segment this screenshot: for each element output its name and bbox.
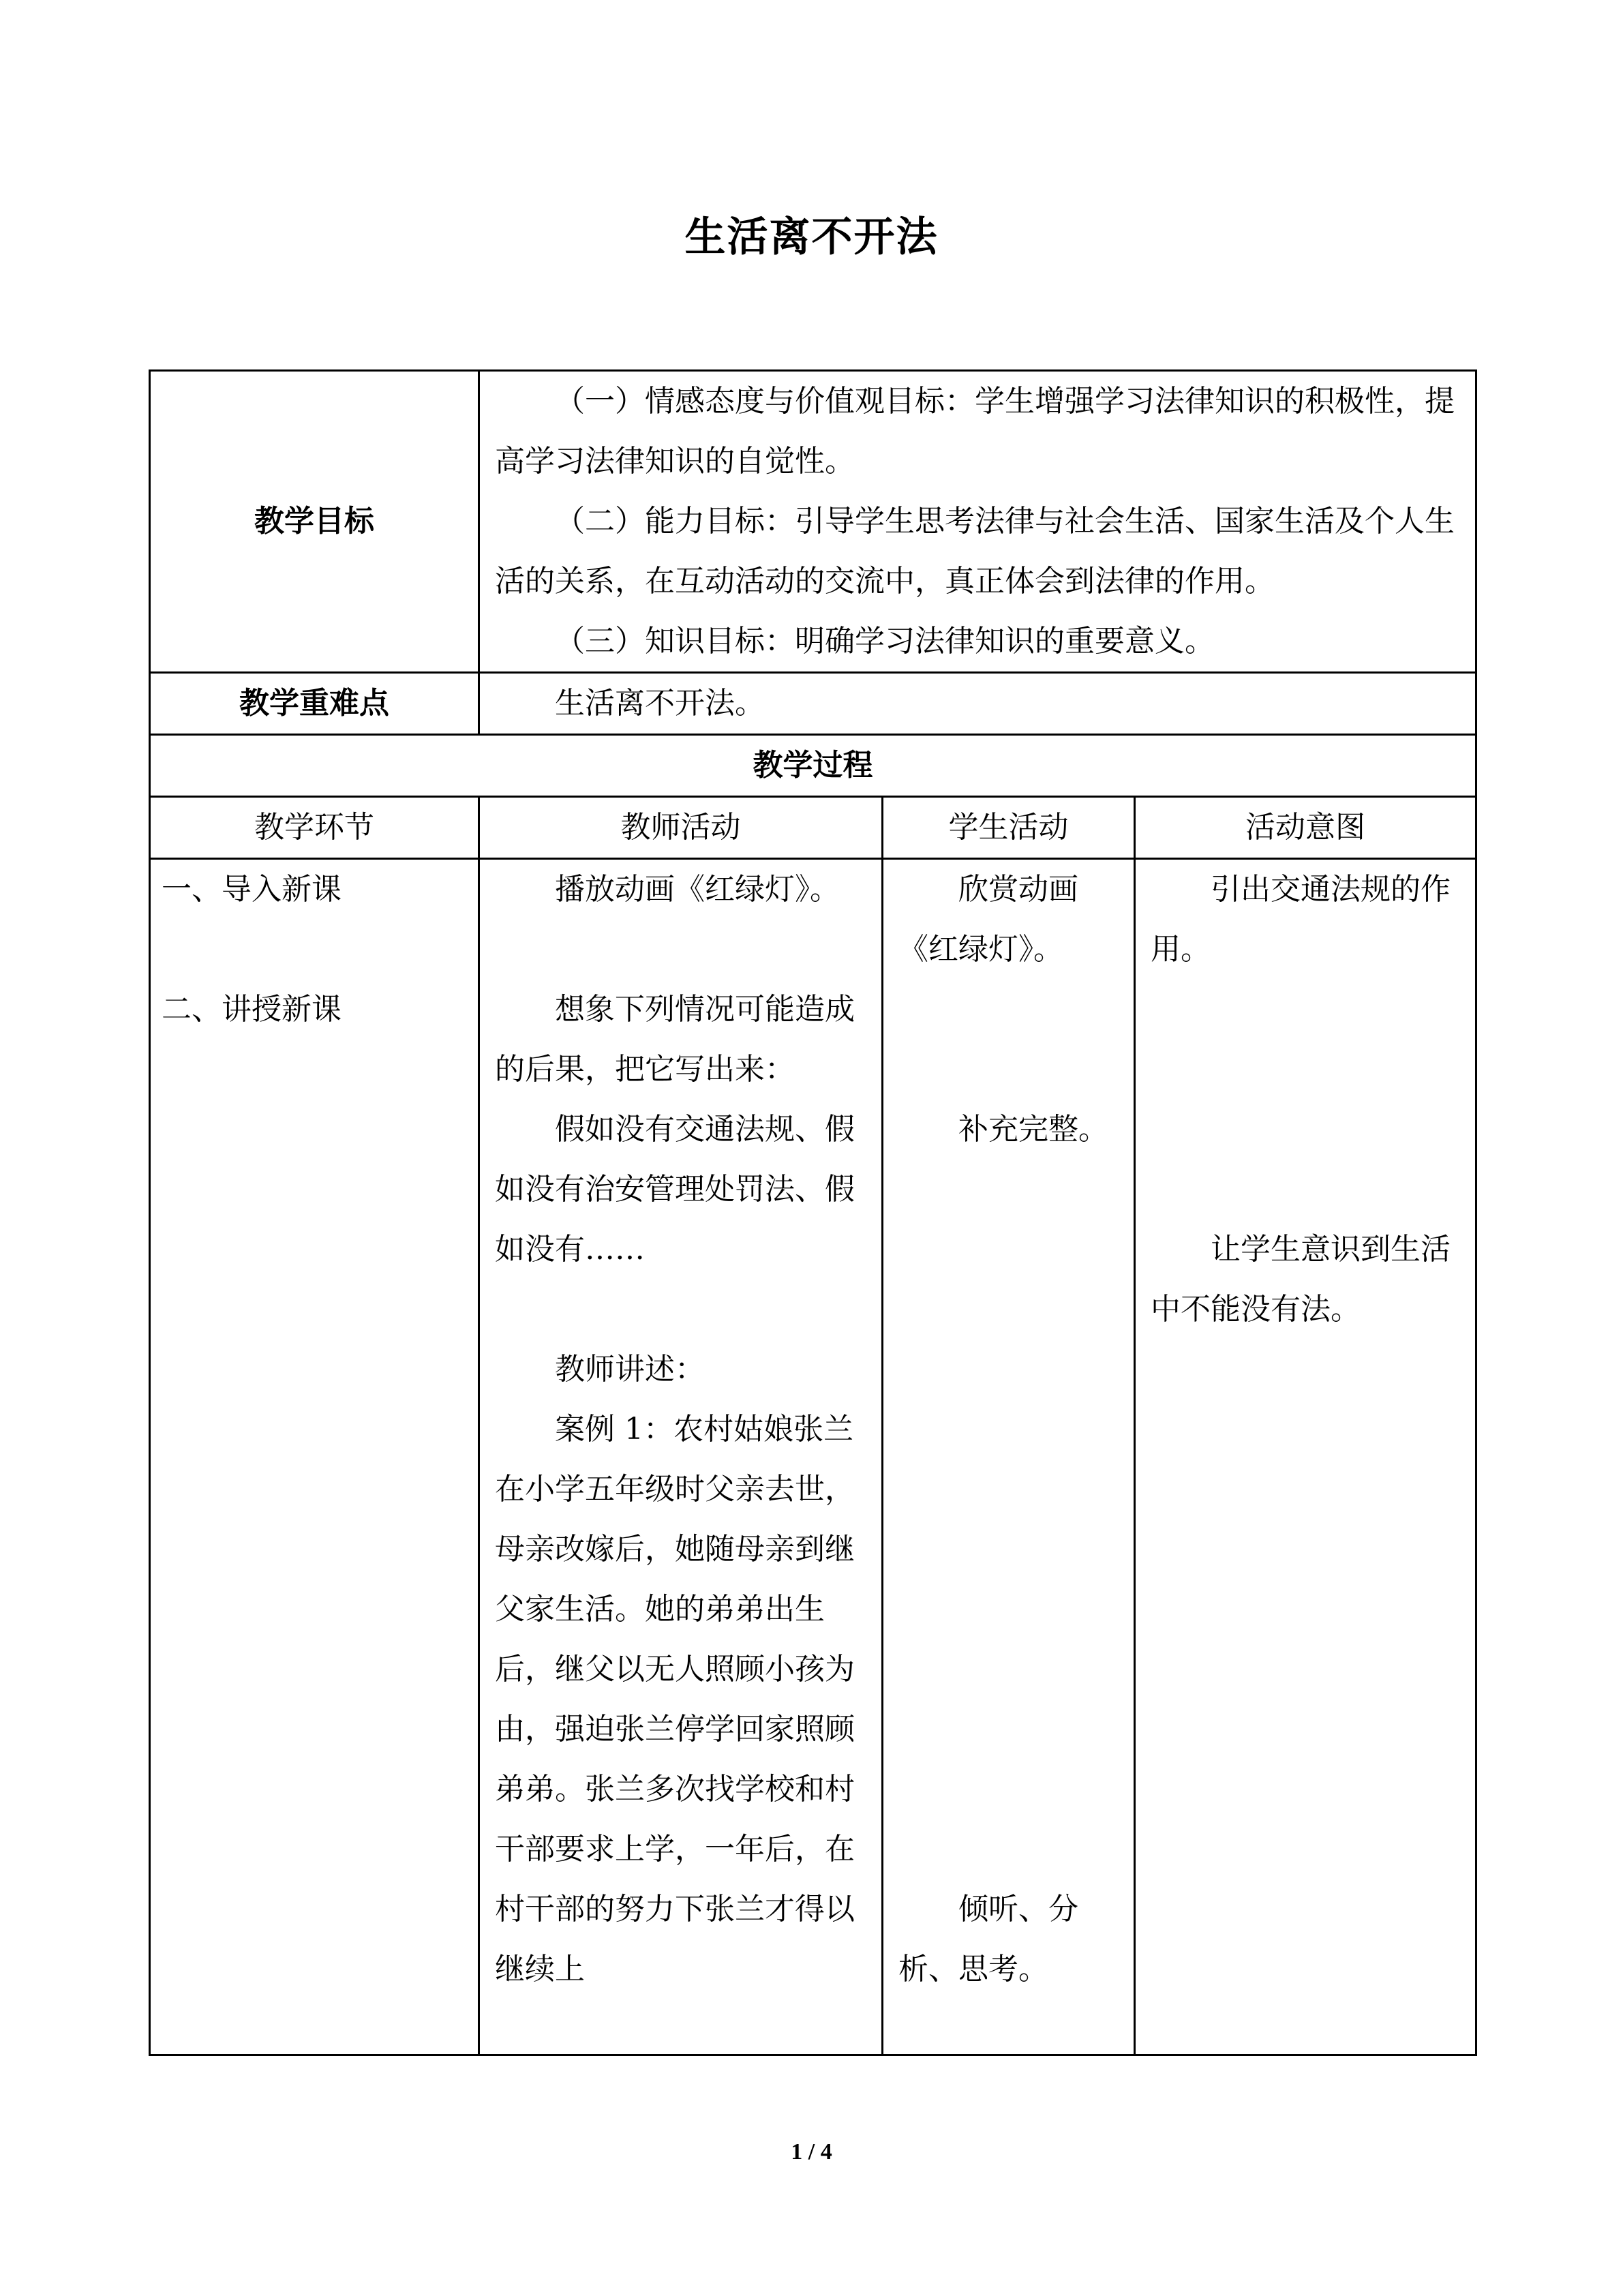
goal-emotion: （一）情感态度与价值观目标：学生增强学习法律知识的积极性，提高学习法律知识的自觉性。	[495, 384, 1455, 479]
header-student: 学生活动	[883, 797, 1135, 859]
header-purpose: 活动意图	[1135, 797, 1476, 859]
teacher-play-animation: 播放动画《红绿灯》。	[555, 872, 840, 907]
stage-intro: 一、导入新课	[162, 872, 342, 907]
teacher-column	[479, 859, 883, 2055]
stage-column	[150, 859, 479, 2055]
header-teacher: 教师活动	[479, 797, 883, 859]
student-column	[883, 859, 1135, 2055]
purpose-traffic-law: 引出交通法规的作用。	[1151, 872, 1451, 967]
process-title-row	[150, 735, 1476, 797]
teacher-case-1: 案例 1：农村姑娘张兰在小学五年级时父亲去世，母亲改嫁后，她随母亲到继父家生活。她的弟弟出生后，继父以无人照顾小孩为由，强迫张兰停学回家照顾弟弟。张兰多次找学校和村干部要求上学，一年后，在村干部的努力下张兰才得以继续上	[495, 1412, 855, 1987]
goals-content	[479, 371, 1476, 673]
process-title: 教学过程	[150, 735, 1476, 797]
process-header-row	[150, 797, 1476, 859]
student-complete: 补充完整。	[958, 1112, 1108, 1147]
teacher-if-no-law: 假如没有交通法规、假如没有治安管理处罚法、假如没有……	[495, 1112, 855, 1267]
lesson-plan-table	[149, 369, 1477, 2056]
goals-row	[150, 371, 1476, 673]
student-watch-animation: 欣赏动画《红绿灯》。	[898, 872, 1078, 967]
purpose-law-necessity: 让学生意识到生活中不能没有法。	[1151, 1232, 1451, 1327]
key-points-content	[479, 673, 1476, 735]
goal-knowledge: （三）知识目标：明确学习法律知识的重要意义。	[555, 624, 1215, 659]
page-title: 生活离不开法	[684, 213, 939, 261]
header-stage: 教学环节	[150, 797, 479, 859]
key-points-row	[150, 673, 1476, 735]
teacher-imagine-prompt: 想象下列情况可能造成的后果，把它写出来：	[495, 992, 855, 1087]
key-points-label: 教学重难点	[150, 673, 479, 735]
key-points-text: 生活离不开法。	[555, 686, 765, 721]
purpose-column	[1135, 859, 1476, 2055]
goal-ability: （二）能力目标：引导学生思考法律与社会生活、国家生活及个人生活的关系，在互动活动的交流中，真正体会到法律的作用。	[495, 504, 1455, 599]
process-body-row	[150, 859, 1476, 2055]
stage-teaching: 二、讲授新课	[162, 992, 342, 1027]
teacher-narration-label: 教师讲述：	[555, 1352, 705, 1387]
student-listen-analyze: 倾听、分析、思考。	[898, 1892, 1078, 1987]
goals-label: 教学目标	[150, 371, 479, 673]
page-number: 1 / 4	[791, 2139, 832, 2164]
